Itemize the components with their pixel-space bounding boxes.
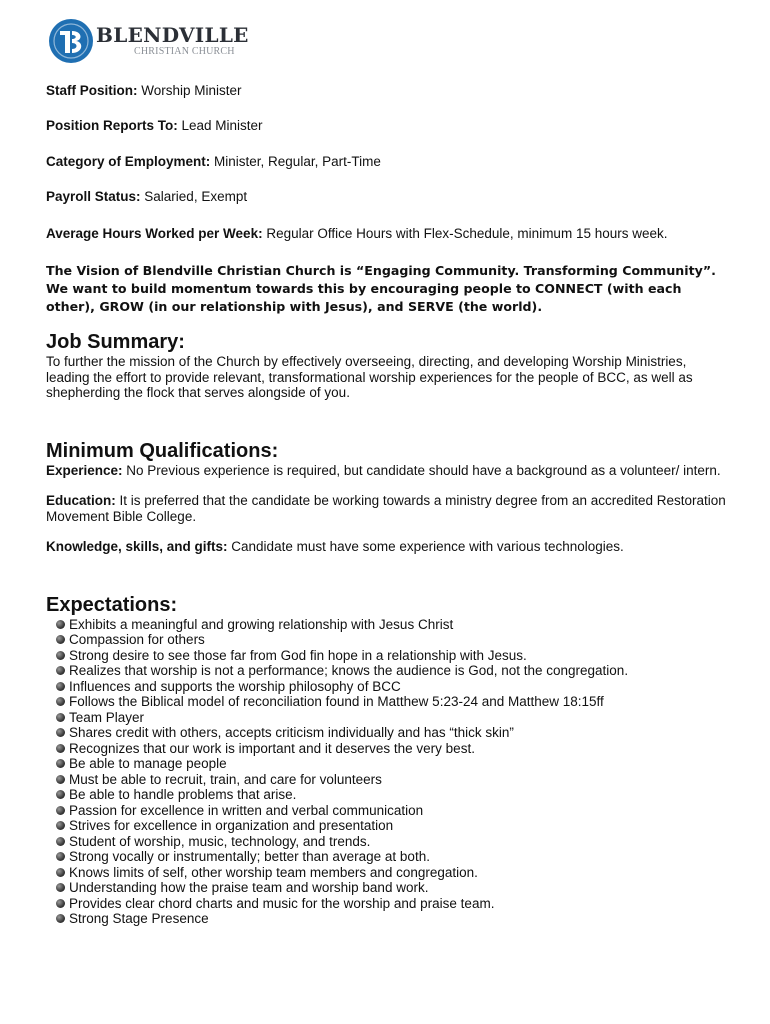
field-label: Category of Employment: (46, 154, 211, 169)
qualification-experience (46, 463, 726, 479)
field-payroll-status (46, 189, 726, 205)
list-item-text: Strives for excellence in organization and presentation (69, 818, 394, 833)
field-reports-to (46, 118, 726, 134)
bullet-icon (56, 666, 65, 675)
field-average-hours (46, 226, 726, 242)
bullet-icon (56, 728, 65, 737)
field-staff-position (46, 83, 726, 99)
qualification-education (46, 493, 726, 524)
field-label: Position Reports To: (46, 118, 178, 133)
field-value: Lead Minister (177, 118, 263, 133)
bullet-icon (56, 852, 65, 861)
vision-statement: The Vision of Blendville Christian Church is “Engaging Community. Transforming Community”. We want to build momentum towards this by encouraging people to CONNECT (with each other), GROW (in our relationship with Jesus), and SERVE (the world). (46, 263, 716, 314)
list-item (56, 632, 726, 648)
blendville-logo-icon (48, 18, 94, 64)
list-item-text: Exhibits a meaningful and growing relationship with Jesus Christ (69, 616, 454, 632)
list-item (56, 896, 726, 912)
list-item-text: Compassion for others (69, 632, 205, 647)
list-item (56, 679, 726, 695)
list-item (56, 772, 726, 788)
list-item-text: Must be able to recruit, train, and care for volunteers (69, 771, 382, 787)
field-label: Payroll Status: (46, 189, 141, 204)
qualification-label: Knowledge, skills, and gifts: (46, 539, 228, 554)
field-category (46, 154, 726, 170)
bullet-icon (56, 868, 65, 877)
list-item (56, 803, 726, 819)
bullet-icon (56, 682, 65, 691)
qualification-value: It is preferred that the candidate be working towards a ministry degree from an accredited Restoration Movement Bible College. (46, 493, 726, 524)
qualification-label: Experience: (46, 462, 123, 478)
bullet-icon (56, 837, 65, 846)
list-item-text: Shares credit with others, accepts criticism individually and has “thick skin” (69, 725, 514, 740)
bullet-icon (56, 775, 65, 784)
list-item (56, 710, 726, 726)
list-item (56, 818, 726, 834)
list-item (56, 849, 726, 865)
qualifications-heading: Minimum Qualifications: (46, 439, 279, 462)
field-value: Salaried, Exempt (140, 189, 248, 204)
document-body (46, 83, 726, 927)
bullet-icon (56, 790, 65, 799)
field-label: Staff Position: (46, 83, 138, 98)
list-item (56, 865, 726, 881)
list-item-text: Recognizes that our work is important and it deserves the very best. (69, 740, 475, 756)
bullet-icon (56, 914, 65, 923)
job-summary-text: To further the mission of the Church by effectively overseeing, directing, and developing Worship Ministries, leading the effort to provide relevant, transformational worship experiences for the people of BCC, as well as shepherding the flock that serves alongside of you. (46, 354, 693, 400)
field-label: Average Hours Worked per Week: (46, 226, 263, 241)
list-item-text: Team Player (69, 709, 145, 725)
list-item (56, 694, 726, 710)
bullet-icon (56, 651, 65, 660)
bullet-icon (56, 744, 65, 753)
list-item (56, 880, 726, 896)
list-item (56, 741, 726, 757)
list-item-text: Strong desire to see those far from God fin hope in a relationship with Jesus. (69, 647, 527, 663)
list-item-text: Passion for excellence in written and verbal communication (69, 802, 424, 818)
bullet-icon (56, 883, 65, 892)
list-item (56, 911, 726, 927)
list-item-text: Be able to handle problems that arise. (69, 787, 297, 802)
bullet-icon (56, 697, 65, 706)
list-item-text: Strong Stage Presence (69, 911, 209, 926)
list-item-text: Realizes that worship is not a performance; knows the audience is God, not the congregation. (69, 663, 629, 678)
list-item-text: Be able to manage people (69, 756, 227, 771)
list-item-text: Provides clear chord charts and music for the worship and praise team. (69, 895, 495, 911)
list-item-text: Influences and supports the worship philosophy of BCC (69, 678, 401, 694)
qualification-value: No Previous experience is required, but candidate should have a background as a volunteer/ intern. (122, 462, 721, 478)
list-item-text: Knows limits of self, other worship team members and congregation. (69, 864, 478, 880)
list-item (56, 648, 726, 664)
expectations-list (46, 617, 726, 927)
field-value: Minister, Regular, Part-Time (210, 154, 381, 169)
list-item-text: Strong vocally or instrumentally; better than average at both. (69, 849, 430, 864)
list-item-text: Understanding how the praise team and worship band work. (69, 880, 429, 895)
list-item (56, 756, 726, 772)
logo-subtitle: CHRISTIAN CHURCH (134, 46, 235, 57)
list-item (56, 663, 726, 679)
list-item-text: Follows the Biblical model of reconciliation found in Matthew 5:23-24 and Matthew 18:15ff (69, 694, 604, 709)
logo-name: BLENDVILLE (96, 23, 249, 47)
list-item-text: Student of worship, music, technology, and trends. (69, 833, 371, 849)
bullet-icon (56, 635, 65, 644)
logo-text (96, 25, 249, 57)
job-summary-heading: Job Summary: (46, 331, 185, 353)
list-item (56, 617, 726, 633)
bullet-icon (56, 821, 65, 830)
list-item (56, 787, 726, 803)
church-logo (48, 18, 249, 64)
qualification-knowledge (46, 539, 726, 555)
field-value: Regular Office Hours with Flex-Schedule, minimum 15 hours week. (262, 226, 668, 241)
bullet-icon (56, 806, 65, 815)
expectations-heading: Expectations: (46, 593, 178, 616)
field-value: Worship Minister (137, 83, 242, 98)
qualification-label: Education: (46, 493, 116, 508)
bullet-icon (56, 899, 65, 908)
bullet-icon (56, 620, 65, 629)
list-item (56, 725, 726, 741)
bullet-icon (56, 759, 65, 768)
qualification-value: Candidate must have some experience with various technologies. (227, 539, 624, 554)
bullet-icon (56, 713, 65, 722)
list-item (56, 834, 726, 850)
